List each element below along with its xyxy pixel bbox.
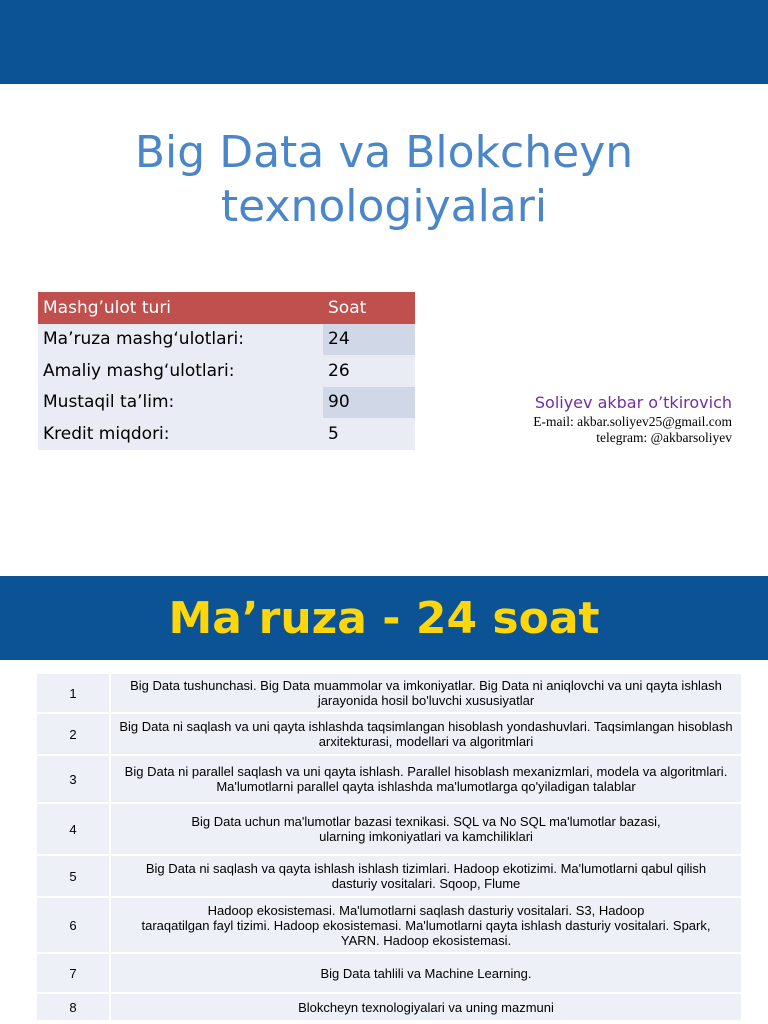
- table-row: [38, 324, 415, 356]
- lecture-topic: [110, 755, 742, 803]
- lecture-number: 7: [36, 953, 110, 993]
- lecture-topic-line: Big Data tahlili va Machine Learning.: [320, 965, 532, 981]
- lecture-topic-line: jarayonida hosil bo'luvchi xususiyatlar: [317, 693, 535, 708]
- lecture-topic: [110, 993, 742, 1021]
- author-telegram: telegram: @akbarsoliyev: [596, 430, 732, 445]
- lecture-topic-line: Big Data uchun ma'lumotlar bazasi texnikasi. SQL va No SQL ma'lumotlar bazasi,: [191, 814, 661, 829]
- slide-title-line-2: texnologiyalari: [220, 181, 548, 232]
- table-row: [36, 855, 742, 897]
- lecture-topic-line: YARN. Hadoop ekosistemasi.: [340, 932, 512, 948]
- author-block: [533, 392, 732, 446]
- slide-title: [0, 126, 768, 234]
- lecture-number: 3: [36, 755, 110, 803]
- table-row: [36, 713, 742, 755]
- top-header-band: [0, 0, 768, 84]
- table-row: [36, 953, 742, 993]
- lecture-number: 6: [36, 897, 110, 953]
- table-row: [36, 993, 742, 1021]
- lecture-topic-line: Big Data ni saqlash va qayta ishlash ishlash tizimlari. Hadoop ekotizimi. Ma'lumotlarni qabul qilish: [145, 861, 707, 876]
- lecture-topic-line: taraqatilgan fayl tizimi. Hadoop ekosistemasi. Ma'lumotlarni qayta ishlash dasturiy vositalari. Spark,: [141, 917, 711, 933]
- lecture-header-band: [0, 576, 768, 660]
- lecture-topic-line: Hadoop ekosistemasi. Ma'lumotlarni saqlash dasturiy vositalari. S3, Hadoop: [207, 902, 645, 918]
- lecture-topic: [110, 855, 742, 897]
- lecture-topic-line: dasturiy vositalari. Sqoop, Flume: [331, 876, 521, 891]
- row-label: Amaliy mashg‘ulotlari:: [38, 355, 323, 387]
- lecture-topic: [110, 803, 742, 855]
- header-training-type: Mashg’ulot turi: [38, 292, 323, 324]
- row-hours: 24: [323, 324, 415, 356]
- lecture-number: 1: [36, 673, 110, 713]
- lecture-table: [35, 672, 743, 1022]
- slide-title-line-1: Big Data va Blokcheyn: [134, 127, 634, 178]
- table-row: [36, 755, 742, 803]
- lecture-topic-line: Ma'lumotlarni parallel qayta ishlashda ma'lumotlarga qo'yiladigan talablar: [216, 779, 636, 794]
- table-row: [36, 803, 742, 855]
- lecture-topic-line: Big Data tushunchasi. Big Data muammolar va imkoniyatlar. Big Data ni aniqlovchi va uni qayta ishlash: [130, 678, 722, 693]
- lecture-table-body: [36, 673, 742, 1021]
- row-label: Kredit miqdori:: [38, 418, 323, 450]
- lecture-number: 2: [36, 713, 110, 755]
- lecture-topic-line: Blokcheyn texnologiyalari va uning mazmuni: [298, 999, 554, 1015]
- author-email: E-mail: akbar.soliyev25@gmail.com: [533, 414, 732, 429]
- table-row: [36, 897, 742, 953]
- header-hours: Soat: [323, 292, 415, 324]
- lecture-topic: [110, 953, 742, 993]
- lecture-topic-line: Big Data ni parallel saqlash va uni qayta ishlash. Parallel hisoblash mexanizmlari, modela va algoritmlari.: [124, 764, 728, 779]
- author-name: Soliyev akbar o’tkirovich: [534, 393, 732, 412]
- lecture-topic: [110, 713, 742, 755]
- lecture-topic-line: Big Data ni saqlash va uni qayta ishlashda taqsimlangan hisoblash yondashuvlari. Taqsimlangan hisoblash: [119, 719, 733, 734]
- row-label: Mustaqil ta’lim:: [38, 387, 323, 419]
- lecture-section-title: Ma’ruza - 24 soat: [168, 593, 600, 644]
- table-row: [38, 355, 415, 387]
- row-label: Ma’ruza mashg‘ulotlari:: [38, 324, 323, 356]
- row-hours: 5: [323, 418, 415, 450]
- lecture-number: 8: [36, 993, 110, 1021]
- lecture-topic-line: arxitekturasi, modellari va algoritmlari: [318, 734, 534, 749]
- hours-table: [38, 292, 415, 450]
- row-hours: 90: [323, 387, 415, 419]
- row-hours: 26: [323, 355, 415, 387]
- table-row: [38, 387, 415, 419]
- lecture-number: 5: [36, 855, 110, 897]
- lecture-topic-line: ularning imkoniyatlari va kamchiliklari: [319, 829, 533, 844]
- lecture-topic: [110, 673, 742, 713]
- table-row: [36, 673, 742, 713]
- lecture-topic: [110, 897, 742, 953]
- lecture-number: 4: [36, 803, 110, 855]
- table-row: [38, 418, 415, 450]
- hours-table-header: [38, 292, 415, 324]
